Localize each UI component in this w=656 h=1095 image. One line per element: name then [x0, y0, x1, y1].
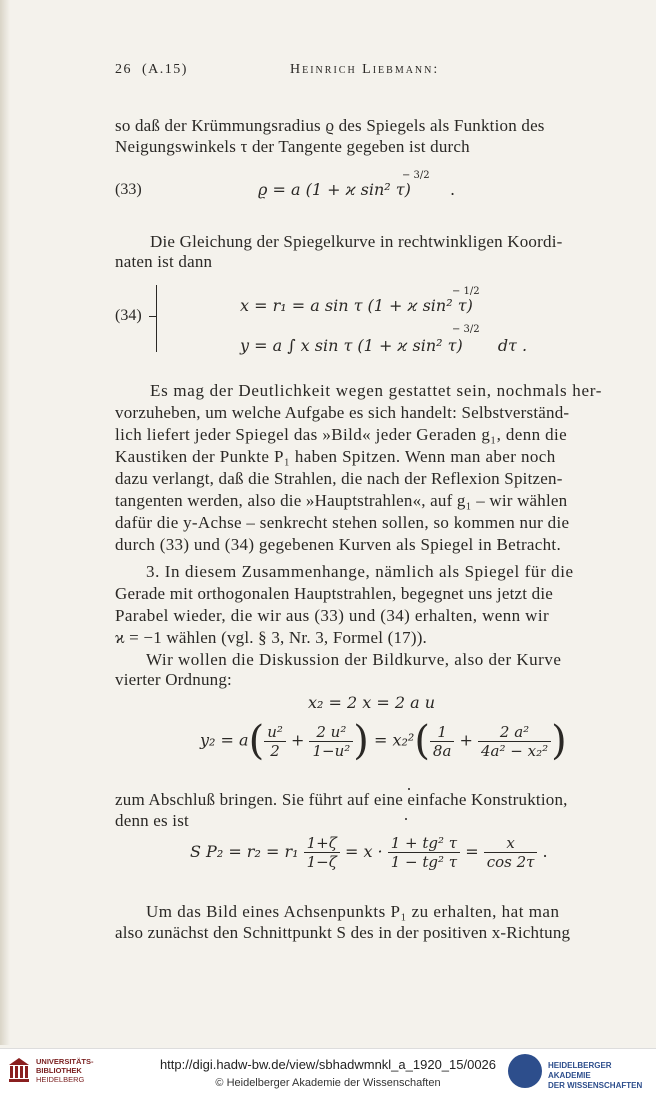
text-line: lich liefert jeder Spiegel das »Bild« jeder Geraden g₁, denn die — [115, 425, 568, 444]
exponent: − 3/2 — [402, 170, 430, 181]
text-line: tangenten werden, also die »Hauptstrahlen«, auf g₁ – wir wählen — [115, 491, 568, 510]
text-line: Neigungswinkels τ der Tangente gegeben ist durch — [115, 137, 470, 156]
exponent: − 3/2 — [452, 324, 480, 335]
text-line: Um das Bild eines Achsenpunkts P₁ zu erhalten, hat man — [146, 902, 560, 921]
equation-number: (33) — [115, 181, 142, 198]
text-line: Es mag der Deutlichkeit wegen gestattet sein, nochmals her- — [150, 381, 603, 400]
running-title: Heinrich Liebmann: — [290, 62, 440, 77]
university-library-name: UNIVERSITÄTS- BIBLIOTHEK HEIDELBERG — [36, 1057, 94, 1084]
text-line: Kaustiken der Punkte P₁ haben Spitzen. Wenn man aber noch — [115, 447, 556, 466]
text-line: dazu verlangt, daß die Strahlen, die nach der Reflexion Spitzen- — [115, 469, 563, 488]
equation-34a: x = r₁ = a sin τ (1 + ϰ sin² τ) − 1/2 — [240, 286, 480, 315]
academy-name: HEIDELBERGER AKADEMIE DER WISSENSCHAFTEN — [548, 1061, 643, 1090]
text-line: naten ist dann — [115, 252, 213, 271]
text-line: so daß der Krümmungsradius ϱ des Spiegels als Funktion des — [115, 116, 545, 135]
text-line: ϰ = −1 wählen (vgl. § 3, Nr. 3, Formel (17)). — [115, 628, 428, 647]
exponent: − 1/2 — [452, 286, 480, 297]
academy-seal-icon — [508, 1054, 542, 1088]
curly-brace — [156, 285, 167, 352]
viewer-footer — [0, 1048, 656, 1095]
text-line: durch (33) und (34) gegebenen Kurven als Spiegel in Betracht. — [115, 535, 561, 554]
equation-y2: y₂ = a( $\frac{\text{u²}}{2}$ + $\frac{\text{2 u²}}{\text{1−u²}}$ ) = x₂²( $\frac{1}{8a}$ + $\frac{\text{2 a²}}{\text{4a² − x₂²}}$ ) — [200, 718, 567, 764]
text-line: denn es ist — [115, 811, 189, 830]
text-line: Gerade mit orthogonalen Hauptstrahlen, begegnet uns jetzt die — [115, 584, 554, 603]
text-line: also zunächst den Schnittpunkt S des in der positiven x-Richtung — [115, 923, 571, 942]
page-number: 26 (A.15) — [115, 62, 188, 77]
text-line: 3. In diesem Zusammenhange, nämlich als Spiegel für die — [146, 562, 574, 581]
equation-number: (34) — [115, 307, 142, 324]
text-line: zum Abschluß bringen. Sie führt auf eine einfache Konstruktion, — [115, 790, 568, 809]
print-speck — [405, 818, 407, 820]
copyright-notice: © Heidelberger Akademie der Wissenschaften — [215, 1077, 441, 1089]
text-line: Die Gleichung der Spiegelkurve in rechtwinkligen Koordi- — [150, 232, 563, 251]
text-line: Wir wollen die Diskussion der Bildkurve, also der Kurve — [146, 650, 562, 669]
equation-x2: x₂ = 2 x = 2 a u — [308, 693, 436, 712]
text-line: Parabel wieder, die wir aus (33) und (34) erhalten, wenn wir — [115, 606, 550, 625]
text-line: vierter Ordnung: — [115, 670, 232, 689]
equation-sp2: S P₂ = r₂ = r₁ $\frac{1+\zeta}{1-\zeta}$ = x · $\frac{\text{1 + tg² τ}}{\text{1 − tg² τ}}$ = $\frac{x}{\cos 2\tau}$ . — [190, 834, 548, 871]
text-line: vorzuheben, um welche Aufgabe es sich handelt: Selbstverständ- — [115, 403, 570, 422]
text-line: dafür die y-Achse – senkrecht stehen sollen, so kommen nur die — [115, 513, 570, 532]
page-edge — [0, 0, 10, 1045]
equation-34b: y = a ∫ x sin τ (1 + ϰ sin² τ) − 3/2 dτ . — [240, 324, 528, 355]
permalink-url[interactable]: http://digi.hadw-bw.de/view/sbhadwmnkl_a_1920_15/0026 — [159, 1057, 497, 1072]
equation-33: ϱ = a (1 + ϰ sin² τ) − 3/2 . — [258, 170, 456, 199]
